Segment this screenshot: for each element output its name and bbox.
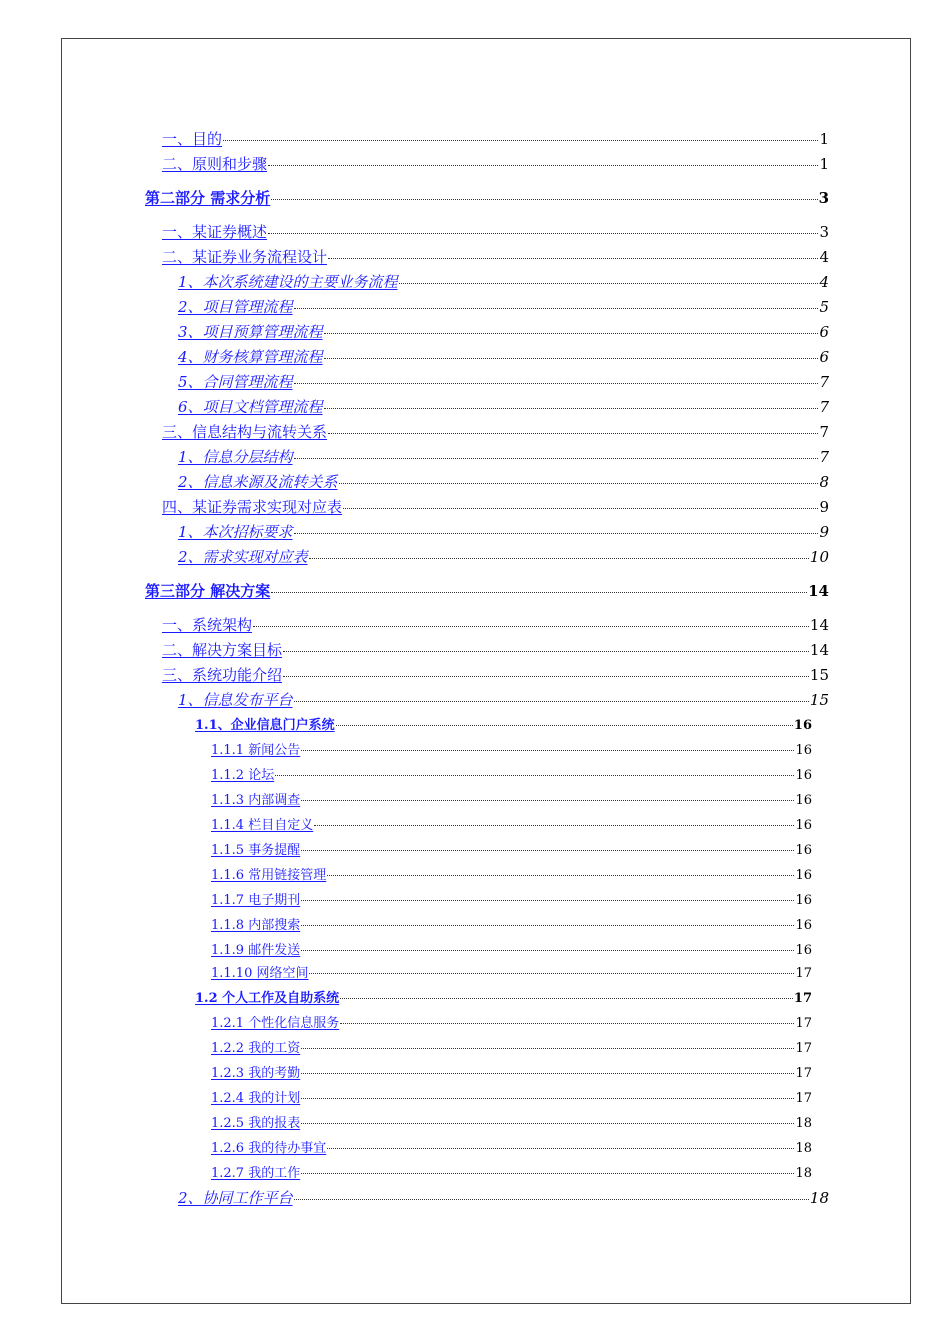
toc-entry-page: 17	[793, 991, 812, 1006]
toc-leader-dots	[301, 800, 794, 801]
toc-leader-dots	[301, 1173, 794, 1174]
toc-entry[interactable]	[211, 1037, 812, 1056]
toc-entry-page: 16	[795, 843, 812, 858]
toc-entry-title[interactable]: 1.2.4 我的计划	[211, 1091, 301, 1106]
toc-entry-page: 4	[819, 248, 829, 266]
toc-entry-title[interactable]: 3、项目预算管理流程	[178, 323, 323, 341]
toc-entry-title[interactable]: 6、项目文档管理流程	[178, 398, 323, 416]
toc-entry-title[interactable]: 二、解决方案目标	[162, 641, 283, 659]
toc-entry-page: 16	[795, 943, 812, 958]
toc-leader-dots	[324, 333, 819, 334]
toc-leader-dots	[283, 676, 809, 677]
toc-leader-dots	[328, 433, 818, 434]
toc-entry-page: 3	[818, 189, 829, 207]
toc-entry[interactable]	[211, 839, 812, 858]
toc-entry-title[interactable]: 4、财务核算管理流程	[178, 348, 323, 366]
toc-entry[interactable]	[178, 546, 829, 567]
toc-leader-dots	[309, 558, 809, 559]
toc-entry-title[interactable]: 1.2.1 个性化信息服务	[211, 1016, 340, 1031]
toc-entry-title[interactable]: 1.1.5 事务提醒	[211, 843, 301, 858]
toc-leader-dots	[301, 1098, 794, 1099]
toc-entry[interactable]	[211, 1012, 812, 1031]
toc-entry[interactable]	[162, 664, 829, 685]
toc-entry-page: 9	[819, 498, 829, 516]
toc-entry-page: 16	[795, 818, 812, 833]
toc-entry-title[interactable]: 1.2.2 我的工资	[211, 1041, 301, 1056]
toc-entry[interactable]	[211, 764, 812, 783]
toc-entry[interactable]	[211, 1112, 812, 1131]
toc-entry[interactable]	[178, 521, 829, 542]
toc-entry-title[interactable]: 1.1.1 新闻公告	[211, 743, 301, 758]
toc-entry-title[interactable]: 四、某证券需求实现对应表	[162, 498, 343, 516]
toc-entry[interactable]	[211, 789, 812, 808]
toc-entry[interactable]	[178, 296, 829, 317]
toc-leader-dots	[301, 1073, 794, 1074]
toc-entry-page: 16	[795, 743, 812, 758]
toc-leader-dots	[294, 701, 809, 702]
toc-entry[interactable]	[162, 246, 829, 267]
toc-entry-page: 16	[795, 918, 812, 933]
toc-entry-page: 16	[795, 768, 812, 783]
toc-entry-title[interactable]: 1、信息发布平台	[178, 691, 293, 709]
toc-entry-page: 17	[795, 1016, 812, 1031]
toc-entry-title[interactable]: 1.1.8 内部搜索	[211, 918, 301, 933]
toc-entry[interactable]	[145, 580, 829, 601]
toc-leader-dots	[301, 1048, 794, 1049]
toc-entry-page: 8	[819, 473, 829, 491]
toc-entry[interactable]	[211, 864, 812, 883]
toc-entry-page: 4	[819, 273, 829, 291]
toc-entry-page: 14	[808, 582, 829, 600]
toc-leader-dots	[268, 233, 818, 234]
toc-leader-dots	[301, 750, 794, 751]
toc-entry-title[interactable]: 1.2.3 我的考勤	[211, 1066, 301, 1081]
toc-entry-page: 17	[795, 1041, 812, 1056]
toc-entry-title[interactable]: 1、信息分层结构	[178, 448, 293, 466]
toc-entry-title[interactable]: 2、需求实现对应表	[178, 548, 308, 566]
toc-entry-page: 16	[795, 893, 812, 908]
toc-leader-dots	[301, 950, 794, 951]
toc-entry-title[interactable]: 1.1.9 邮件发送	[211, 943, 301, 958]
toc-entry-title[interactable]: 1.1.10 网络空间	[211, 966, 309, 981]
toc-entry-title[interactable]: 1、本次系统建设的主要业务流程	[178, 273, 398, 291]
toc-entry[interactable]	[145, 187, 829, 208]
toc-entry[interactable]	[178, 471, 829, 492]
toc-leader-dots	[301, 925, 794, 926]
toc-entry-page: 18	[809, 1189, 829, 1207]
toc-entry-page: 15	[809, 666, 829, 684]
toc-entry-title[interactable]: 1.1.4 栏目自定义	[211, 818, 314, 833]
toc-leader-dots	[343, 508, 818, 509]
toc-leader-dots	[294, 1199, 809, 1200]
toc-leader-dots	[301, 900, 794, 901]
toc-entry[interactable]	[211, 1062, 812, 1081]
toc-entry-page: 7	[819, 448, 829, 466]
toc-entry[interactable]	[211, 889, 812, 908]
toc-entry-title[interactable]: 1、本次招标要求	[178, 523, 293, 541]
toc-entry-title[interactable]: 1.1.2 论坛	[211, 768, 275, 783]
toc-entry-page: 18	[795, 1166, 812, 1181]
toc-entry[interactable]	[162, 639, 829, 660]
toc-entry[interactable]	[211, 1087, 812, 1106]
toc-leader-dots	[314, 825, 794, 826]
toc-entry-title[interactable]: 1.1.3 内部调查	[211, 793, 301, 808]
toc-entry-page: 14	[809, 616, 829, 634]
toc-entry-page: 7	[819, 423, 829, 441]
toc-leader-dots	[301, 1123, 794, 1124]
toc-entry-title[interactable]: 一、系统架构	[162, 616, 253, 634]
toc-entry-page: 5	[819, 298, 829, 316]
toc-leader-dots	[399, 283, 819, 284]
toc-entry[interactable]	[211, 1137, 812, 1156]
toc-entry-page: 18	[795, 1116, 812, 1131]
toc-leader-dots	[294, 458, 819, 459]
toc-entry-title[interactable]: 二、原则和步骤	[162, 155, 268, 173]
toc-entry-title[interactable]: 一、目的	[162, 130, 223, 148]
toc-leader-dots	[309, 973, 794, 974]
toc-leader-dots	[268, 165, 818, 166]
toc-entry-page: 6	[819, 348, 829, 366]
toc-entry-title[interactable]: 2、项目管理流程	[178, 298, 293, 316]
toc-entry-title[interactable]: 二、某证券业务流程设计	[162, 248, 328, 266]
toc-entry[interactable]	[162, 221, 829, 242]
toc-entry-title[interactable]: 第二部分 需求分析	[145, 189, 271, 207]
toc-entry-title[interactable]: 第三部分 解决方案	[145, 582, 271, 600]
toc-leader-dots	[340, 1023, 794, 1024]
toc-entry-page: 3	[819, 223, 829, 241]
toc-entry-page: 1	[819, 155, 829, 173]
toc-entry-page: 16	[793, 718, 812, 733]
toc-entry-title[interactable]: 5、合同管理流程	[178, 373, 293, 391]
toc-entry-title[interactable]: 1.2.5 我的报表	[211, 1116, 301, 1131]
toc-entry[interactable]	[211, 939, 812, 958]
toc-entry[interactable]	[162, 128, 829, 149]
toc-entry-title[interactable]: 三、信息结构与流转关系	[162, 423, 328, 441]
toc-entry[interactable]	[178, 446, 829, 467]
toc-entry-page: 7	[819, 373, 829, 391]
toc-entry[interactable]	[178, 396, 829, 417]
toc-entry-title[interactable]: 1.2.7 我的工作	[211, 1166, 301, 1181]
toc-leader-dots	[275, 775, 794, 776]
toc-entry[interactable]	[178, 689, 829, 710]
toc-leader-dots	[336, 725, 793, 726]
toc-entry-page: 9	[819, 523, 829, 541]
toc-entry-page: 7	[819, 398, 829, 416]
toc-leader-dots	[271, 199, 817, 200]
toc-leader-dots	[340, 998, 793, 999]
toc-leader-dots	[223, 140, 818, 141]
toc-entry-page: 16	[795, 868, 812, 883]
toc-entry-title[interactable]: 1.1、企业信息门户系统	[195, 718, 335, 733]
toc-entry[interactable]	[162, 496, 829, 517]
toc-entry-title[interactable]: 2、信息来源及流转关系	[178, 473, 338, 491]
toc-leader-dots	[294, 533, 819, 534]
toc-entry[interactable]	[178, 321, 829, 342]
toc-entry[interactable]	[162, 614, 829, 635]
toc-entry-title[interactable]: 2、协同工作平台	[178, 1189, 293, 1207]
toc-entry[interactable]	[178, 346, 829, 367]
toc-leader-dots	[327, 1148, 794, 1149]
toc-leader-dots	[294, 308, 819, 309]
toc-entry[interactable]	[211, 962, 812, 981]
toc-entry-page: 17	[795, 1091, 812, 1106]
toc-entry-title[interactable]: 一、某证券概述	[162, 223, 268, 241]
toc-entry[interactable]	[211, 1162, 812, 1181]
toc-entry-title[interactable]: 1.1.7 电子期刊	[211, 893, 301, 908]
toc-entry-title[interactable]: 1.2 个人工作及自助系统	[195, 991, 340, 1006]
toc-leader-dots	[294, 383, 819, 384]
toc-entry-page: 15	[809, 691, 829, 709]
toc-leader-dots	[301, 850, 794, 851]
toc-entry[interactable]	[211, 739, 812, 758]
toc-entry[interactable]	[195, 987, 812, 1006]
toc-leader-dots	[324, 408, 819, 409]
toc-leader-dots	[339, 483, 819, 484]
toc-entry[interactable]	[178, 371, 829, 392]
toc-entry[interactable]	[162, 421, 829, 442]
toc-entry-page: 18	[795, 1141, 812, 1156]
toc-leader-dots	[324, 358, 819, 359]
toc-entry-page: 17	[795, 1066, 812, 1081]
toc-entry-title[interactable]: 1.1.6 常用链接管理	[211, 868, 327, 883]
toc-entry[interactable]	[211, 914, 812, 933]
toc-entry-page: 17	[795, 966, 812, 981]
toc-leader-dots	[328, 258, 818, 259]
toc-entry[interactable]	[178, 271, 829, 292]
toc-entry-title[interactable]: 三、系统功能介绍	[162, 666, 283, 684]
toc-leader-dots	[327, 875, 794, 876]
toc-entry[interactable]	[162, 153, 829, 174]
toc-entry-title[interactable]: 1.2.6 我的待办事宜	[211, 1141, 327, 1156]
toc-leader-dots	[253, 626, 809, 627]
toc-entry[interactable]	[195, 714, 812, 733]
toc-entry-page: 14	[809, 641, 829, 659]
toc-entry-page: 16	[795, 793, 812, 808]
toc-entry[interactable]	[178, 1187, 829, 1208]
toc-entry-page: 1	[819, 130, 829, 148]
toc-entry[interactable]	[211, 814, 812, 833]
toc-entry-page: 6	[819, 323, 829, 341]
toc-leader-dots	[271, 592, 807, 593]
toc-leader-dots	[283, 651, 809, 652]
toc-entry-page: 10	[809, 548, 829, 566]
